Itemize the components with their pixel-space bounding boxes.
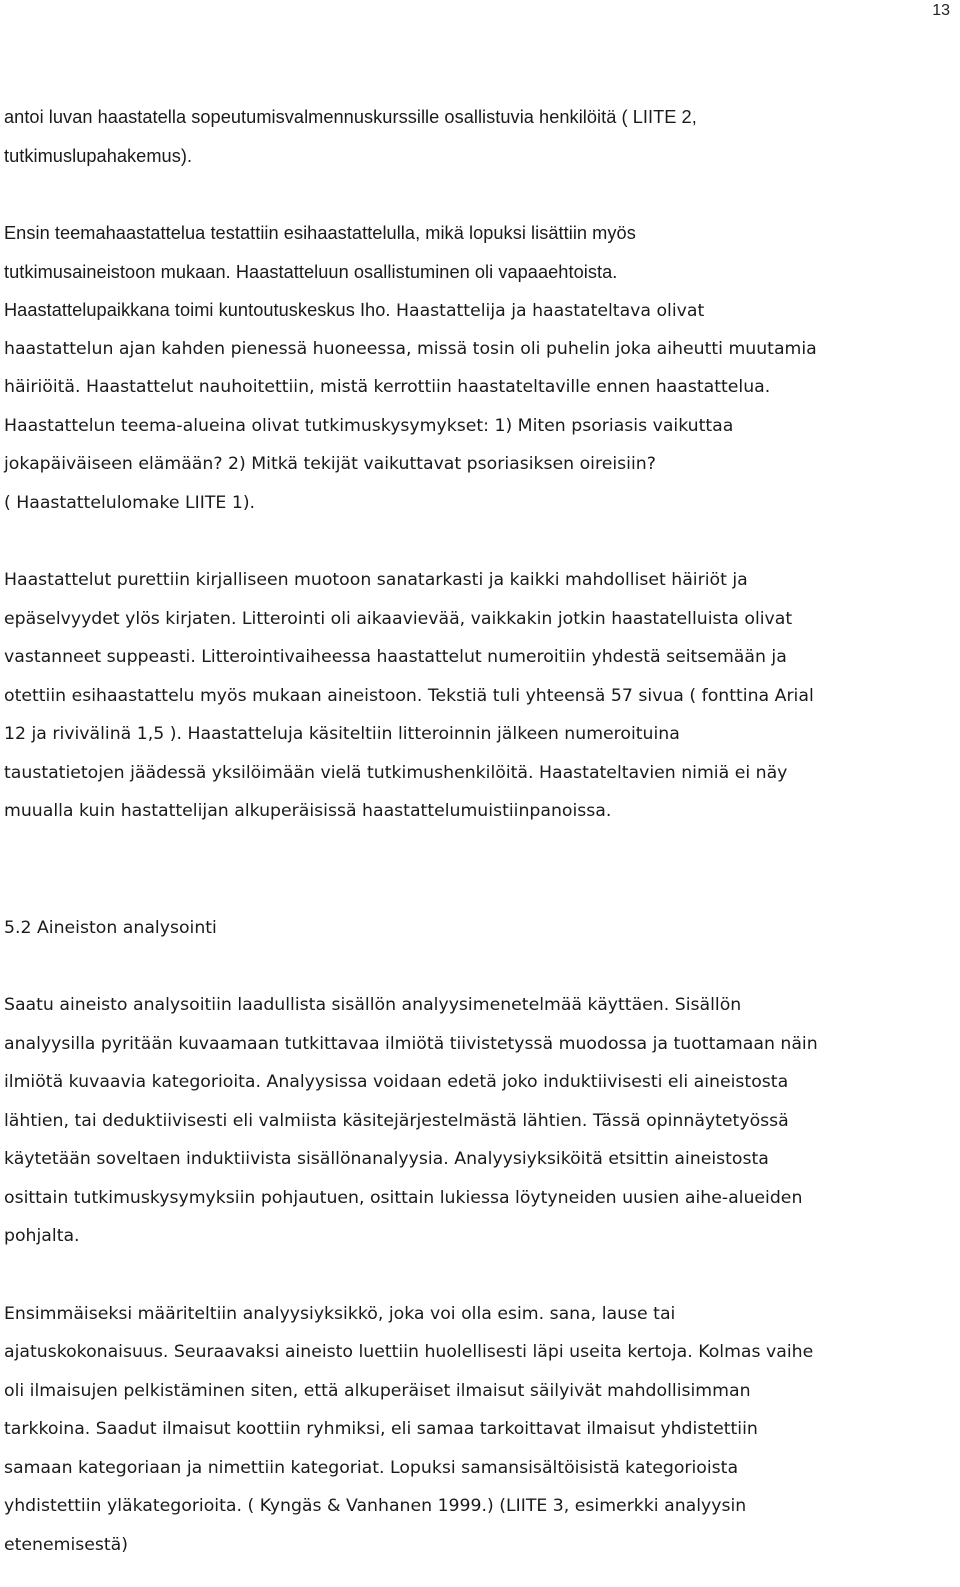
paragraph-2 (4, 214, 950, 522)
text-line: käytetään soveltaen induktiivista sisällönanalyysia. Analyysiyksiköitä etsittin aineistosta (4, 1149, 769, 1169)
text-line: otettiin esihaastattelu myös mukaan aineistoon. Tekstiä tuli yhteensä 57 sivua ( fonttina Arial (4, 685, 814, 706)
text-line: Saatu aineisto analysoitiin laadullista sisällön analyysimenetelmää käyttäen. Sisällön (4, 995, 742, 1015)
text-line: Ensin teemahaastattelua testattiin esihaastattelulla, mikä lopuksi lisättiin myös (4, 223, 636, 243)
text-segment: Haastattelupaikkana toimi kuntoutuskeskus Iho. (4, 300, 391, 320)
paragraph-4 (4, 986, 950, 1256)
text-line: taustatietojen jäädessä yksilöimään vielä tutkimushenkilöitä. Haastateltavien nimiä ei näy (4, 762, 788, 783)
paragraph-gap (4, 1256, 950, 1295)
text-line: etenemisestä) (4, 1534, 129, 1555)
paragraph-5 (4, 1295, 950, 1565)
paragraph-1 (4, 98, 950, 175)
text-line: ilmiötä kuvaavia kategorioita. Analyysissa voidaan edetä joko induktiivisesti eli aineistosta (4, 1072, 789, 1092)
text-line: antoi luvan haastatella sopeutumisvalmennuskurssille osallistuvia henkilöitä ( LIITE 2, (4, 107, 697, 127)
text-line: tutkimuslupahakemus). (4, 145, 193, 166)
text-line: muualla kuin hastattelijan alkuperäisissä haastattelumuistiinpanoissa. (4, 801, 612, 821)
text-line: pohjalta. (4, 1226, 80, 1246)
page-number: 13 (932, 2, 950, 19)
text-line: vastanneet suppeasti. Litterointivaiheessa haastattelut numeroitiin yhdestä seitsemään ja (4, 647, 787, 667)
text-line: tutkimusaineistoon mukaan. Haastatteluun osallistuminen oli vapaaehtoista. (4, 261, 618, 282)
text-line: tarkkoina. Saadut ilmaisut koottiin ryhmiksi, eli samaa tarkoittavat ilmaisut yhdistettiin (4, 1419, 758, 1439)
text-line (4, 291, 950, 330)
text-line: oli ilmaisujen pelkistäminen siten, että alkuperäiset ilmaisut säilyivät mahdollisimman (4, 1380, 751, 1401)
paragraph-gap (4, 947, 950, 986)
text-line: Ensimmäiseksi määriteltiin analyysiyksikkö, joka voi olla esim. sana, lause tai (4, 1303, 676, 1324)
text-line: lähtien, tai deduktiivisesti eli valmiista käsitejärjestelmästä lähtien. Tässä opinnäytetyössä (4, 1110, 789, 1131)
text-line: Haastattelun teema-alueina olivat tutkimuskysymykset: 1) Miten psoriasis vaikuttaa (4, 415, 734, 436)
text-line: 12 ja rivivälinä 1,5 ). Haastatteluja käsiteltiin litteroinnin jälkeen numeroituina (4, 724, 680, 744)
text-line: epäselvyydet ylös kirjaten. Litterointi oli aikaavievää, vaikkakin jotkin haastatelluista olivat (4, 608, 793, 629)
text-segment: Haastattelija ja haastateltava olivat (395, 301, 705, 321)
text-line: Haastattelut purettiin kirjalliseen muotoon sanatarkasti ja kaikki mahdolliset häiriöt ja (4, 570, 748, 590)
text-line: jokapäiväiseen elämään? 2) Mitkä tekijät vaikuttavat psoriasiksen oireisiin? (4, 454, 656, 474)
paragraph-gap (4, 175, 950, 214)
section-gap (4, 831, 950, 909)
paragraph-3 (4, 561, 950, 831)
text-line: yhdistettiin yläkategorioita. ( Kyngäs & Vanhanen 1999.) (LIITE 3, esimerkki analyysin (4, 1496, 747, 1516)
document-body (4, 98, 950, 1564)
text-line: ( Haastattelulomake LIITE 1). (4, 492, 256, 513)
text-line: ajatuskokonaisuus. Seuraavaksi aineisto luettiin huolellisesti läpi useita kertoja. Kolmas vaihe (4, 1342, 814, 1362)
text-line: haastattelun ajan kahden pienessä huoneessa, missä tosin oli puhelin joka aiheutti muutamia (4, 338, 817, 359)
text-line: analyysilla pyritään kuvaamaan tutkittavaa ilmiötä tiivistetyssä muodossa ja tuottamaan näin (4, 1033, 818, 1054)
section-heading: 5.2 Aineiston analysointi (4, 917, 217, 938)
text-line: häiriöitä. Haastattelut nauhoitettiin, mistä kerrottiin haastateltaville ennen haastattelua. (4, 377, 771, 397)
text-line: osittain tutkimuskysymyksiin pohjautuen, osittain lukiessa löytyneiden uusien aihe-alueiden (4, 1187, 803, 1208)
text-line: samaan kategoriaan ja nimettiin kategoriat. Lopuksi samansisältöisistä kategorioista (4, 1457, 739, 1478)
paragraph-gap (4, 522, 950, 561)
